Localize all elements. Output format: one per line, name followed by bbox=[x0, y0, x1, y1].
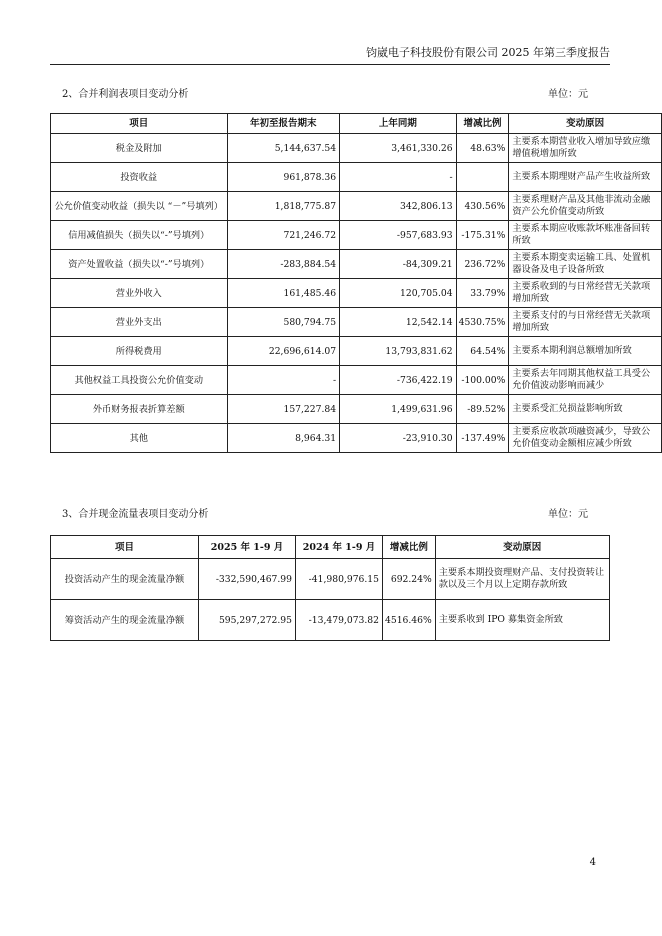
row-current-value-cell: 595,297,272.95 bbox=[199, 600, 296, 641]
cashflow-section-title: 3、合并现金流量表项目变动分析 bbox=[62, 509, 209, 520]
row-prior-value-cell: - bbox=[340, 163, 457, 192]
cashflow-unit-label: 单位：元 bbox=[548, 509, 588, 520]
table-row bbox=[51, 395, 662, 424]
row-item-cell: 信用减值损失（损失以“-”号填列） bbox=[51, 221, 228, 250]
column-header: 2025 年 1-9 月 bbox=[199, 536, 296, 559]
row-reason-cell: 主要系本期营业收入增加导致应缴增值税增加所致 bbox=[509, 134, 662, 163]
row-current-value-cell: 580,794.75 bbox=[227, 308, 340, 337]
row-current-value-cell: 161,485.46 bbox=[227, 279, 340, 308]
row-prior-value-cell: -736,422.19 bbox=[340, 366, 457, 395]
row-reason-cell: 主要系支付的与日常经营无关款项增加所致 bbox=[509, 308, 662, 337]
row-reason-cell: 主要系应收款项融资减少，导致公允价值变动金额相应减少所致 bbox=[509, 424, 662, 453]
row-change-ratio-cell: -100.00% bbox=[456, 366, 509, 395]
row-change-ratio-cell: 4530.75% bbox=[456, 308, 509, 337]
table-row bbox=[51, 600, 610, 641]
table-row bbox=[51, 424, 662, 453]
row-prior-value-cell: 12,542.14 bbox=[340, 308, 457, 337]
row-item-cell: 税金及附加 bbox=[51, 134, 228, 163]
row-current-value-cell: -332,590,467.99 bbox=[199, 559, 296, 600]
row-current-value-cell: -283,884.54 bbox=[227, 250, 340, 279]
table-row bbox=[51, 221, 662, 250]
row-reason-cell: 主要系理财产品及其他非流动金融资产公允价值变动所致 bbox=[509, 192, 662, 221]
table-row bbox=[51, 250, 662, 279]
row-change-ratio-cell: -137.49% bbox=[456, 424, 509, 453]
table-row bbox=[51, 134, 662, 163]
column-header: 年初至报告期末 bbox=[227, 114, 340, 134]
row-reason-cell: 主要系去年同期其他权益工具受公允价值波动影响而减少 bbox=[509, 366, 662, 395]
table-row bbox=[51, 192, 662, 221]
row-change-ratio-cell: 64.54% bbox=[456, 337, 509, 366]
row-change-ratio-cell: 430.56% bbox=[456, 192, 509, 221]
row-current-value-cell: 961,878.36 bbox=[227, 163, 340, 192]
row-prior-value-cell: -957,683.93 bbox=[340, 221, 457, 250]
row-current-value-cell: 157,227.84 bbox=[227, 395, 340, 424]
row-item-cell: 外币财务报表折算差额 bbox=[51, 395, 228, 424]
row-item-cell: 所得税费用 bbox=[51, 337, 228, 366]
row-reason-cell: 主要系收到的与日常经营无关款项增加所致 bbox=[509, 279, 662, 308]
row-reason-cell: 主要系本期投资理财产品、支付投资转让款以及三个月以上定期存款所致 bbox=[435, 559, 609, 600]
row-change-ratio-cell: 4516.46% bbox=[383, 600, 436, 641]
income-variance-table bbox=[50, 113, 662, 453]
income-unit-label: 单位：元 bbox=[548, 89, 588, 100]
table-row bbox=[51, 163, 662, 192]
row-reason-cell: 主要系本期应收账款坏账准备回转所致 bbox=[509, 221, 662, 250]
row-current-value-cell: 8,964.31 bbox=[227, 424, 340, 453]
row-current-value-cell: 22,696,614.07 bbox=[227, 337, 340, 366]
report-header bbox=[50, 44, 610, 65]
row-prior-value-cell: 13,793,831.62 bbox=[340, 337, 457, 366]
row-reason-cell: 主要系本期理财产品产生收益所致 bbox=[509, 163, 662, 192]
column-header: 增减比例 bbox=[456, 114, 509, 134]
column-header: 2024 年 1-9 月 bbox=[296, 536, 383, 559]
row-current-value-cell: 5,144,637.54 bbox=[227, 134, 340, 163]
row-item-cell: 营业外收入 bbox=[51, 279, 228, 308]
table-row bbox=[51, 366, 662, 395]
row-current-value-cell: 1,818,775.87 bbox=[227, 192, 340, 221]
row-prior-value-cell: -23,910.30 bbox=[340, 424, 457, 453]
row-item-cell: 其他权益工具投资公允价值变动 bbox=[51, 366, 228, 395]
column-header: 变动原因 bbox=[509, 114, 662, 134]
column-header: 项目 bbox=[51, 114, 228, 134]
table-header-row bbox=[51, 114, 662, 134]
row-change-ratio-cell bbox=[456, 163, 509, 192]
row-prior-value-cell: 3,461,330.26 bbox=[340, 134, 457, 163]
row-change-ratio-cell: -89.52% bbox=[456, 395, 509, 424]
row-item-cell: 投资活动产生的现金流量净额 bbox=[51, 559, 199, 600]
row-reason-cell: 主要系本期利润总额增加所致 bbox=[509, 337, 662, 366]
row-change-ratio-cell: -175.31% bbox=[456, 221, 509, 250]
row-prior-value-cell: 342,806.13 bbox=[340, 192, 457, 221]
column-header: 增减比例 bbox=[383, 536, 436, 559]
cashflow-variance-table bbox=[50, 535, 610, 641]
table-row bbox=[51, 308, 662, 337]
row-prior-value-cell: -41,980,976.15 bbox=[296, 559, 383, 600]
row-item-cell: 投资收益 bbox=[51, 163, 228, 192]
row-prior-value-cell: -84,309.21 bbox=[340, 250, 457, 279]
table-row bbox=[51, 279, 662, 308]
row-prior-value-cell: -13,479,073.82 bbox=[296, 600, 383, 641]
table-header-row bbox=[51, 536, 610, 559]
row-prior-value-cell: 120,705.04 bbox=[340, 279, 457, 308]
page-number: 4 bbox=[589, 857, 596, 868]
table-row bbox=[51, 559, 610, 600]
row-item-cell: 营业外支出 bbox=[51, 308, 228, 337]
row-prior-value-cell: 1,499,631.96 bbox=[340, 395, 457, 424]
column-header: 变动原因 bbox=[435, 536, 609, 559]
row-reason-cell: 主要系本期变卖运输工具、处置机器设备及电子设备所致 bbox=[509, 250, 662, 279]
row-reason-cell: 主要系收到 IPO 募集资金所致 bbox=[435, 600, 609, 641]
row-change-ratio-cell: 48.63% bbox=[456, 134, 509, 163]
table-row bbox=[51, 337, 662, 366]
row-change-ratio-cell: 33.79% bbox=[456, 279, 509, 308]
row-change-ratio-cell: 692.24% bbox=[383, 559, 436, 600]
row-item-cell: 公允价值变动收益（损失以 “－”号填列） bbox=[51, 192, 228, 221]
income-section-title: 2、合并利润表项目变动分析 bbox=[62, 89, 189, 100]
column-header: 项目 bbox=[51, 536, 199, 559]
row-item-cell: 筹资活动产生的现金流量净额 bbox=[51, 600, 199, 641]
report-header-title: 钧崴电子科技股份有限公司 2025 年第三季度报告 bbox=[366, 46, 610, 59]
column-header: 上年同期 bbox=[340, 114, 457, 134]
row-reason-cell: 主要系受汇兑损益影响所致 bbox=[509, 395, 662, 424]
row-item-cell: 资产处置收益（损失以“-”号填列） bbox=[51, 250, 228, 279]
row-current-value-cell: 721,246.72 bbox=[227, 221, 340, 250]
row-current-value-cell: - bbox=[227, 366, 340, 395]
row-item-cell: 其他 bbox=[51, 424, 228, 453]
row-change-ratio-cell: 236.72% bbox=[456, 250, 509, 279]
